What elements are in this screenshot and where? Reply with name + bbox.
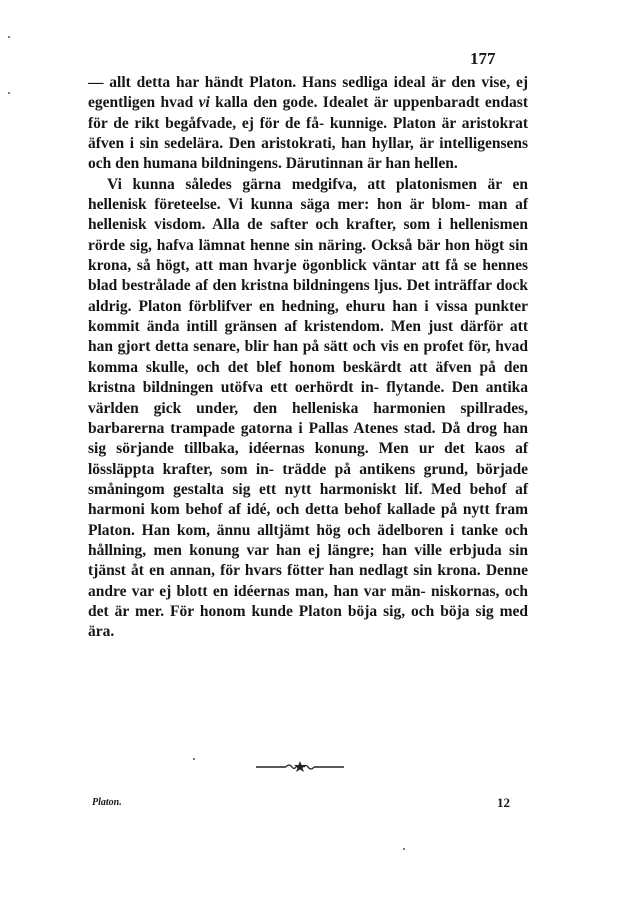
text-line: Denne andre var ej blott en idéernas man, han var män- [88, 562, 529, 600]
text-line: men konung var han ej längre; han ville erbjuda sin [153, 541, 529, 559]
text-line: ögonblick väntar att få se hennes blad bestrålade af den [88, 257, 528, 295]
text-line: aristokrati, han hyllar, är intelligensens och den humana [88, 135, 529, 173]
section-end-ornament [256, 760, 344, 774]
print-speck [193, 758, 195, 760]
text-line: flytande. Den antika världen gick under, den helleniska [88, 379, 529, 417]
print-speck [403, 848, 405, 850]
text-line: kristna bildningens ljus. Det inträffar dock aldrig. Platon [88, 277, 529, 315]
text-line: förblifver en hedning, ehuru han i vissa punkter kommit [88, 297, 529, 336]
text-line: kom, ännu alltjämt hög och ädelboren i tanke och hållning, [88, 521, 529, 559]
text-line: harmonien spillrades, barbarerna trampade gatorna i Pallas [88, 399, 528, 437]
text-line: Atenes stad. Då drog han sig sörjande tillbaka, idéernas [88, 419, 528, 458]
text-line: konung. Men ur det kaos af lössläppta krafter, som in- [88, 440, 529, 478]
text-line: tjänst åt en annan, för hvars fötter han nedlagt sin krona. [88, 562, 481, 580]
text-line: för, hvad komma skulle, och det blef honom beskärdt att [88, 338, 529, 376]
page-number: 177 [470, 49, 496, 68]
text-line: kunnige. Platon är aristokrat äfven i sin sedelära. Den [88, 114, 528, 153]
paragraph-1 [88, 73, 528, 175]
text-line: en hellenisk företeelse. Vi kunna säga mer: hon är blom- [88, 175, 529, 214]
text-line: i hellenismen rörde sig, hafva lämnat henne sin näring. [88, 216, 529, 254]
text-line: trädde på antikens grund, började småningom gestalta sig [88, 460, 529, 498]
text-line: äfven på den kristna bildningen utöfva ett oerhördt in- [88, 358, 529, 397]
text-line: Vi kunna således gärna medgifva, att platonismen är [107, 175, 502, 193]
text-line: böja sig, och böja sig med ära. [88, 602, 529, 641]
body-text [88, 73, 528, 643]
text-line: bildningens. Därutinnan är han hellen. [201, 155, 458, 173]
print-speck [8, 92, 10, 94]
text-line: uppenbaradt endast för de rikt begåfvade, ej för de få- [88, 94, 528, 132]
text-line: Också bär hon högt sin krona, så högt, att man hvarje [88, 236, 529, 275]
text-line: man af hellenisk visdom. Alla de safter och krafter, som [88, 196, 529, 234]
print-speck [8, 36, 10, 38]
footer-sheet-number: 12 [497, 795, 510, 810]
text-line: — allt detta har händt Platon. Hans sedliga ideal är den [88, 74, 476, 91]
text-line: ända intill gränsen af kristendom. Men just därför att [146, 318, 528, 336]
text-line: vise, ej egentligen hvad vi kalla den gode. Idealet är [88, 74, 529, 112]
emphasized-word: vi [198, 94, 210, 112]
footer-signature: Platon. [92, 797, 122, 808]
paragraph-2 [88, 175, 528, 643]
text-line: ett nytt harmoniskt lif. Med behof af harmoni kom behof [88, 480, 528, 519]
text-line: han gjort detta senare, blir han på sätt och vis en profet [88, 338, 464, 356]
text-line: af idé, och detta behof kallade på nytt fram Platon. Han [88, 501, 528, 539]
text-line: niskornas, och det är mer. För honom kunde Platon [88, 582, 528, 620]
